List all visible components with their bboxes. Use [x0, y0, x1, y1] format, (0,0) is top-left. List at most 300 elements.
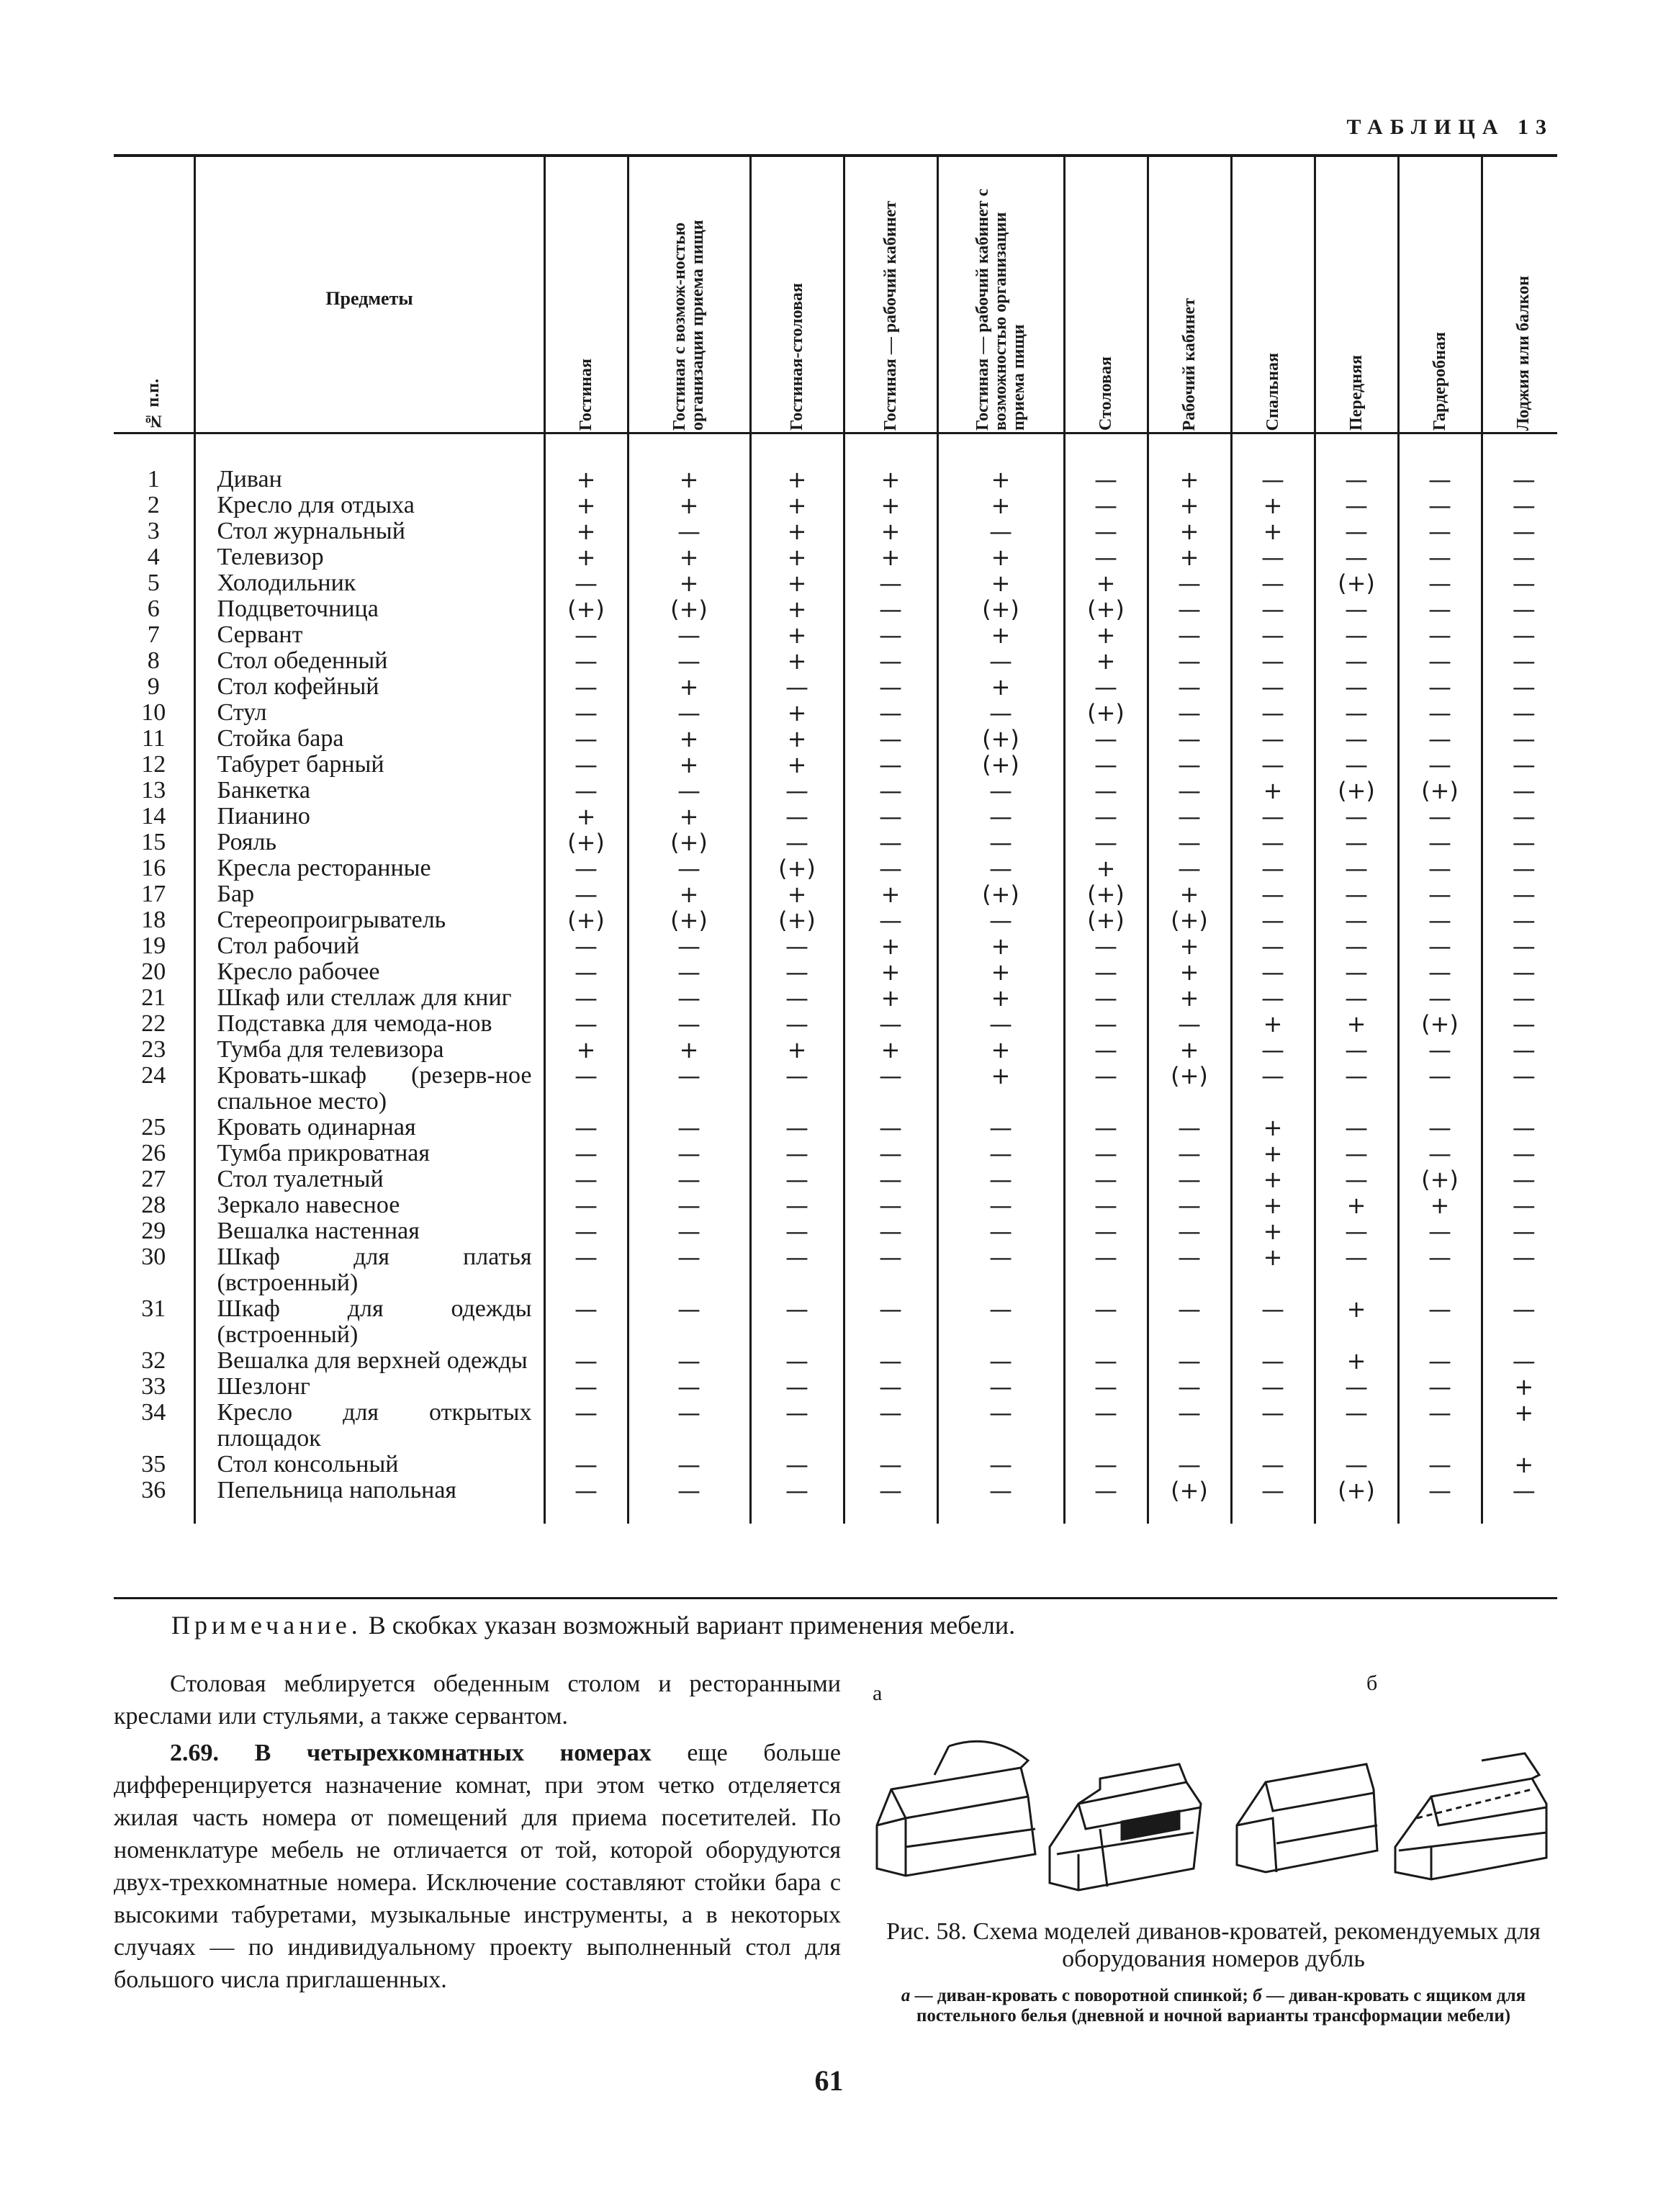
applicability-mark: — [1231, 907, 1315, 933]
applicability-mark: (+) [544, 830, 628, 855]
applicability-mark: — [1064, 1296, 1148, 1348]
table-row [114, 441, 1565, 493]
item-name: Стол журнальный [194, 518, 544, 544]
applicability-mark: + [750, 700, 844, 726]
applicability-mark: — [1512, 881, 1536, 908]
applicability-mark: — [844, 804, 937, 830]
applicability-mark: — [937, 1478, 1064, 1524]
applicability-mark: (+) [1064, 881, 1148, 907]
table-row [114, 622, 1565, 648]
applicability-mark: — [628, 1115, 750, 1141]
applicability-mark: — [937, 648, 1064, 674]
applicability-mark: — [544, 674, 628, 700]
applicability-mark: — [1148, 596, 1231, 622]
applicability-mark: — [1512, 699, 1536, 727]
table-title: ТАБЛИЦА 13 [1346, 115, 1554, 139]
row-number: 31 [114, 1296, 194, 1348]
applicability-mark: — [628, 700, 750, 726]
applicability-mark: — [544, 648, 628, 674]
applicability-mark: — [1231, 855, 1315, 881]
applicability-mark: — [1148, 830, 1231, 855]
applicability-mark: — [1315, 1374, 1398, 1400]
applicability-mark: + [628, 674, 750, 700]
applicability-mark: — [544, 933, 628, 959]
applicability-mark: — [1315, 518, 1398, 544]
table-row [114, 1192, 1565, 1218]
applicability-mark: — [1148, 648, 1231, 674]
applicability-mark: (+) [544, 596, 628, 622]
item-name: Стол консольный [194, 1452, 544, 1478]
table-row [114, 855, 1565, 881]
table-row [114, 1141, 1565, 1166]
applicability-mark: — [628, 1296, 750, 1348]
applicability-mark: — [1315, 855, 1398, 881]
applicability-mark: — [1398, 518, 1482, 544]
item-name: Пианино [194, 804, 544, 830]
figure-label-a: а [873, 1681, 883, 1705]
applicability-mark: — [844, 648, 937, 674]
applicability-mark: — [1231, 1296, 1315, 1348]
col-header-room: Спальная [1231, 157, 1315, 441]
applicability-mark: — [937, 1244, 1064, 1296]
applicability-mark: — [1064, 1218, 1148, 1244]
applicability-mark: — [544, 1296, 628, 1348]
applicability-mark: — [1398, 959, 1482, 985]
row-number: 22 [114, 1011, 194, 1037]
applicability-mark: + [1315, 1011, 1398, 1037]
applicability-mark: — [1231, 596, 1315, 622]
table-row [114, 1218, 1565, 1244]
applicability-mark: — [1231, 933, 1315, 959]
table-row [114, 752, 1565, 778]
applicability-mark: — [544, 1218, 628, 1244]
applicability-mark: — [544, 1374, 628, 1400]
applicability-mark: — [1315, 752, 1398, 778]
item-name: Стойка бара [194, 726, 544, 752]
table-row [114, 1400, 1565, 1452]
applicability-mark: — [1231, 570, 1315, 596]
applicability-mark: — [750, 933, 844, 959]
applicability-mark: — [1512, 907, 1536, 934]
col-header-room: Гостиная — рабочий кабинет с возможностью организации приема пищи [937, 157, 1064, 441]
applicability-mark: + [628, 570, 750, 596]
applicability-mark: — [1398, 1348, 1482, 1374]
applicability-mark: + [937, 674, 1064, 700]
applicability-mark: — [628, 1374, 750, 1400]
applicability-mark: — [628, 855, 750, 881]
applicability-mark: — [1064, 518, 1148, 544]
applicability-mark: — [750, 674, 844, 700]
row-number: 33 [114, 1374, 194, 1400]
applicability-mark: (+) [628, 907, 750, 933]
applicability-mark: — [1064, 544, 1148, 570]
applicability-mark: (+) [750, 855, 844, 881]
table-row [114, 700, 1565, 726]
applicability-mark: + [750, 570, 844, 596]
table-row [114, 804, 1565, 830]
row-number: 29 [114, 1218, 194, 1244]
item-name: Бар [194, 881, 544, 907]
row-number: 2 [114, 493, 194, 518]
row-number: 23 [114, 1037, 194, 1063]
row-number: 14 [114, 804, 194, 830]
applicability-mark: — [1064, 1348, 1148, 1374]
applicability-mark: — [1148, 674, 1231, 700]
applicability-mark: — [750, 959, 844, 985]
applicability-mark: — [1398, 1452, 1482, 1478]
row-number: 9 [114, 674, 194, 700]
applicability-mark: + [1064, 622, 1148, 648]
applicability-mark: — [937, 1348, 1064, 1374]
item-name: Табурет барный [194, 752, 544, 778]
sofa-bed-drawing [862, 1703, 1564, 1919]
applicability-mark: — [937, 1218, 1064, 1244]
applicability-mark: — [1398, 804, 1482, 830]
applicability-mark: — [1064, 1374, 1148, 1400]
applicability-mark: — [1231, 1374, 1315, 1400]
header-row [114, 157, 1565, 441]
applicability-mark: + [844, 959, 937, 985]
applicability-mark: — [1231, 985, 1315, 1011]
applicability-mark: — [844, 1011, 937, 1037]
applicability-mark: (+) [1398, 1166, 1482, 1192]
applicability-mark: — [1064, 1063, 1148, 1115]
applicability-mark: — [544, 1452, 628, 1478]
applicability-mark: — [1148, 1141, 1231, 1166]
applicability-mark: — [750, 1141, 844, 1166]
applicability-mark: — [1398, 1374, 1482, 1400]
applicability-mark: — [1315, 544, 1398, 570]
applicability-mark: — [628, 1244, 750, 1296]
applicability-mark: + [628, 493, 750, 518]
applicability-mark: — [1148, 1296, 1231, 1348]
applicability-mark: — [544, 700, 628, 726]
applicability-mark: — [844, 622, 937, 648]
applicability-mark: — [1315, 1166, 1398, 1192]
applicability-mark: + [544, 441, 628, 493]
item-name: Шезлонг [194, 1374, 544, 1400]
legend-text-b: — диван-кровать с ящиком для постельного белья (дневной и ночной варианты трансформации мебели) [916, 1986, 1526, 2026]
applicability-mark: — [1231, 959, 1315, 985]
applicability-mark: + [750, 622, 844, 648]
applicability-mark: + [844, 881, 937, 907]
applicability-mark: — [937, 1141, 1064, 1166]
applicability-mark: — [1064, 752, 1148, 778]
applicability-mark: (+) [1064, 907, 1148, 933]
applicability-mark: — [1512, 1114, 1536, 1141]
applicability-mark: + [844, 493, 937, 518]
table-row [114, 1037, 1565, 1063]
applicability-mark: — [844, 1166, 937, 1192]
applicability-mark: — [1512, 1244, 1536, 1271]
applicability-mark: — [628, 518, 750, 544]
applicability-mark: — [844, 1244, 937, 1296]
table-row [114, 1348, 1565, 1374]
table-row [114, 1166, 1565, 1192]
applicability-mark: + [544, 544, 628, 570]
applicability-mark: — [1231, 1348, 1315, 1374]
item-name: Телевизор [194, 544, 544, 570]
applicability-mark: — [1512, 803, 1536, 830]
item-name: Стереопроигрыватель [194, 907, 544, 933]
applicability-mark: + [844, 1037, 937, 1063]
applicability-mark: — [1231, 441, 1315, 493]
applicability-mark: — [1064, 1011, 1148, 1037]
applicability-mark: + [544, 1037, 628, 1063]
table-row [114, 726, 1565, 752]
applicability-mark: + [1064, 648, 1148, 674]
table-row [114, 881, 1565, 907]
item-name: Кровать одинарная [194, 1115, 544, 1141]
applicability-mark: — [1512, 621, 1536, 649]
applicability-mark: — [1231, 700, 1315, 726]
row-number: 6 [114, 596, 194, 622]
row-number: 27 [114, 1166, 194, 1192]
item-name: Кресло для открытых площадок [194, 1400, 544, 1452]
paragraph [114, 1737, 841, 1996]
applicability-mark: — [1064, 1141, 1148, 1166]
applicability-mark: — [1315, 493, 1398, 518]
item-name: Стол туалетный [194, 1166, 544, 1192]
applicability-mark: + [544, 493, 628, 518]
row-number: 19 [114, 933, 194, 959]
applicability-mark: — [1148, 1166, 1231, 1192]
applicability-mark: — [1512, 1062, 1536, 1089]
applicability-mark: — [1231, 1037, 1315, 1063]
applicability-mark: + [1064, 570, 1148, 596]
applicability-mark: (+) [1148, 1478, 1231, 1524]
item-name: Диван [194, 441, 544, 493]
applicability-mark: — [628, 1218, 750, 1244]
applicability-mark: (+) [1148, 907, 1231, 933]
applicability-mark: — [1512, 544, 1536, 571]
applicability-mark: — [1512, 1140, 1536, 1167]
note-text: В скобках указан возможный вариант применения мебели. [361, 1611, 1016, 1640]
col-header-room: Лоджия или балкон [1514, 275, 1533, 431]
applicability-mark: (+) [1315, 1478, 1398, 1524]
table-row [114, 493, 1565, 518]
legend-text-a: — диван-кровать с поворотной спинкой; [910, 1986, 1253, 2005]
applicability-mark: — [844, 726, 937, 752]
applicability-mark: — [544, 1063, 628, 1115]
applicability-mark: (+) [628, 830, 750, 855]
applicability-mark: + [1064, 855, 1148, 881]
table-note [171, 1610, 1015, 1640]
applicability-mark: — [628, 1400, 750, 1452]
figure-label-b: б [1366, 1671, 1378, 1695]
applicability-mark: — [844, 1218, 937, 1244]
applicability-mark: + [628, 804, 750, 830]
applicability-mark: — [1398, 674, 1482, 700]
applicability-mark: — [750, 778, 844, 804]
applicability-mark: (+) [628, 596, 750, 622]
applicability-mark: — [1512, 570, 1536, 597]
paragraph-text: еще больше дифференцируется назначение комнат, при этом четко отделяется жилая часть номера от помещений для приема посетителей. По номенклатуре мебель не отличается от той, которой оборудуются двух-трехкомнатные номера. Исключение составляют стойки бара с высокими табуретами, музыкальные инструменты, а в некоторых случаях — по индивидуальному проекту выполненный стол для большого числа приглашенных. [114, 1740, 842, 1993]
applicability-mark: — [628, 959, 750, 985]
applicability-mark: + [1148, 441, 1231, 493]
applicability-mark: — [1148, 700, 1231, 726]
applicability-mark: — [1064, 1244, 1148, 1296]
applicability-mark: — [1148, 1400, 1231, 1452]
applicability-mark: — [1231, 674, 1315, 700]
applicability-mark: (+) [1315, 778, 1398, 804]
applicability-mark: + [544, 804, 628, 830]
applicability-mark: + [750, 518, 844, 544]
applicability-mark: + [1315, 1348, 1398, 1374]
applicability-mark: — [1148, 1115, 1231, 1141]
table-row [114, 1374, 1565, 1400]
applicability-mark: — [750, 1348, 844, 1374]
applicability-mark: — [1315, 674, 1398, 700]
applicability-mark: + [628, 726, 750, 752]
applicability-mark: — [1315, 1063, 1398, 1115]
table-row [114, 518, 1565, 544]
row-number: 11 [114, 726, 194, 752]
applicability-mark: — [1398, 726, 1482, 752]
item-name: Шкаф для одежды (встроенный) [194, 1296, 544, 1348]
applicability-mark: + [750, 726, 844, 752]
applicability-mark: — [1148, 1192, 1231, 1218]
applicability-mark: + [844, 544, 937, 570]
applicability-mark: — [937, 804, 1064, 830]
applicability-mark: + [1398, 1192, 1482, 1218]
note-label: Примечание. [171, 1611, 362, 1640]
applicability-mark: — [844, 1296, 937, 1348]
applicability-mark: — [750, 1452, 844, 1478]
applicability-mark: — [844, 1452, 937, 1478]
applicability-mark: — [1148, 1218, 1231, 1244]
applicability-mark: — [1398, 1218, 1482, 1244]
table-row [114, 596, 1565, 622]
applicability-mark: — [1315, 907, 1398, 933]
row-number: 35 [114, 1452, 194, 1478]
row-number: 3 [114, 518, 194, 544]
applicability-mark: — [1398, 700, 1482, 726]
applicability-mark: — [1315, 1452, 1398, 1478]
item-name: Сервант [194, 622, 544, 648]
applicability-mark: — [1315, 830, 1398, 855]
applicability-mark: + [937, 1037, 1064, 1063]
applicability-mark: + [1514, 1451, 1534, 1478]
applicability-mark: — [937, 1192, 1064, 1218]
applicability-mark: — [1512, 647, 1536, 675]
applicability-mark: — [1512, 595, 1536, 623]
item-name: Стол кофейный [194, 674, 544, 700]
applicability-mark: — [1512, 829, 1536, 856]
applicability-mark: + [628, 881, 750, 907]
row-number: 18 [114, 907, 194, 933]
applicability-mark: + [1231, 1011, 1315, 1037]
applicability-mark: — [844, 830, 937, 855]
applicability-mark: + [628, 441, 750, 493]
applicability-mark: — [1512, 1166, 1536, 1193]
applicability-mark: — [937, 907, 1064, 933]
applicability-mark: — [1231, 881, 1315, 907]
applicability-mark: — [1398, 596, 1482, 622]
item-name: Рояль [194, 830, 544, 855]
applicability-mark: — [544, 1011, 628, 1037]
applicability-mark: — [1231, 1400, 1315, 1452]
col-header-room: Гостиная — рабочий кабинет [844, 157, 937, 441]
col-header-room: Передняя [1315, 157, 1398, 441]
applicability-mark: + [1231, 1166, 1315, 1192]
table-row [114, 778, 1565, 804]
applicability-mark: — [1148, 778, 1231, 804]
applicability-mark: — [1398, 544, 1482, 570]
item-name: Шкаф или стеллаж для книг [194, 985, 544, 1011]
applicability-mark: + [1231, 1244, 1315, 1296]
applicability-mark: — [544, 1478, 628, 1524]
applicability-mark: — [1398, 933, 1482, 959]
applicability-mark: — [628, 1141, 750, 1166]
applicability-mark: — [750, 1478, 844, 1524]
applicability-mark: — [1231, 1478, 1315, 1524]
applicability-mark: — [750, 1218, 844, 1244]
applicability-mark: + [1148, 518, 1231, 544]
applicability-mark: — [544, 726, 628, 752]
row-number: 36 [114, 1478, 194, 1524]
applicability-mark: — [544, 1400, 628, 1452]
applicability-mark: — [1512, 1295, 1536, 1323]
section-heading: В четырехкомнатных номерах [254, 1740, 652, 1766]
applicability-mark: — [1315, 933, 1398, 959]
applicability-mark: + [937, 959, 1064, 985]
legend-letter-b: б [1253, 1986, 1262, 2005]
row-number: 25 [114, 1115, 194, 1141]
row-number: 8 [114, 648, 194, 674]
table-row [114, 648, 1565, 674]
applicability-mark: — [750, 1011, 844, 1037]
table-row [114, 544, 1565, 570]
col-header-room: Гостиная с возмож-ностью организации приема пищи [628, 157, 750, 441]
applicability-mark: — [1148, 570, 1231, 596]
applicability-mark: — [544, 1348, 628, 1374]
table-row [114, 570, 1565, 596]
applicability-mark: — [750, 1244, 844, 1296]
row-number: 26 [114, 1141, 194, 1166]
applicability-mark: — [1315, 1218, 1398, 1244]
applicability-mark: — [544, 959, 628, 985]
applicability-mark: — [844, 1400, 937, 1452]
table-row [114, 1063, 1565, 1115]
applicability-mark: — [1512, 466, 1536, 493]
applicability-mark: + [937, 933, 1064, 959]
applicability-mark: + [1148, 933, 1231, 959]
applicability-mark: + [750, 596, 844, 622]
applicability-mark: — [1512, 518, 1536, 545]
table-row [114, 1296, 1565, 1348]
applicability-mark: — [937, 1296, 1064, 1348]
applicability-mark: + [937, 544, 1064, 570]
applicability-mark: — [1512, 1192, 1536, 1219]
applicability-mark: — [1512, 855, 1536, 882]
applicability-mark: — [937, 855, 1064, 881]
applicability-mark: — [1231, 648, 1315, 674]
applicability-mark: — [750, 830, 844, 855]
applicability-mark: — [1398, 1400, 1482, 1452]
applicability-mark: — [544, 778, 628, 804]
col-header-room: Гостиная-столовая [750, 157, 844, 441]
applicability-mark: — [844, 1115, 937, 1141]
applicability-mark: — [937, 1115, 1064, 1141]
table-row [114, 907, 1565, 933]
applicability-mark: — [1398, 1244, 1482, 1296]
applicability-mark: — [1064, 959, 1148, 985]
item-name: Банкетка [194, 778, 544, 804]
item-name: Кресла ресторанные [194, 855, 544, 881]
applicability-mark: — [1315, 1115, 1398, 1141]
applicability-mark: + [628, 752, 750, 778]
